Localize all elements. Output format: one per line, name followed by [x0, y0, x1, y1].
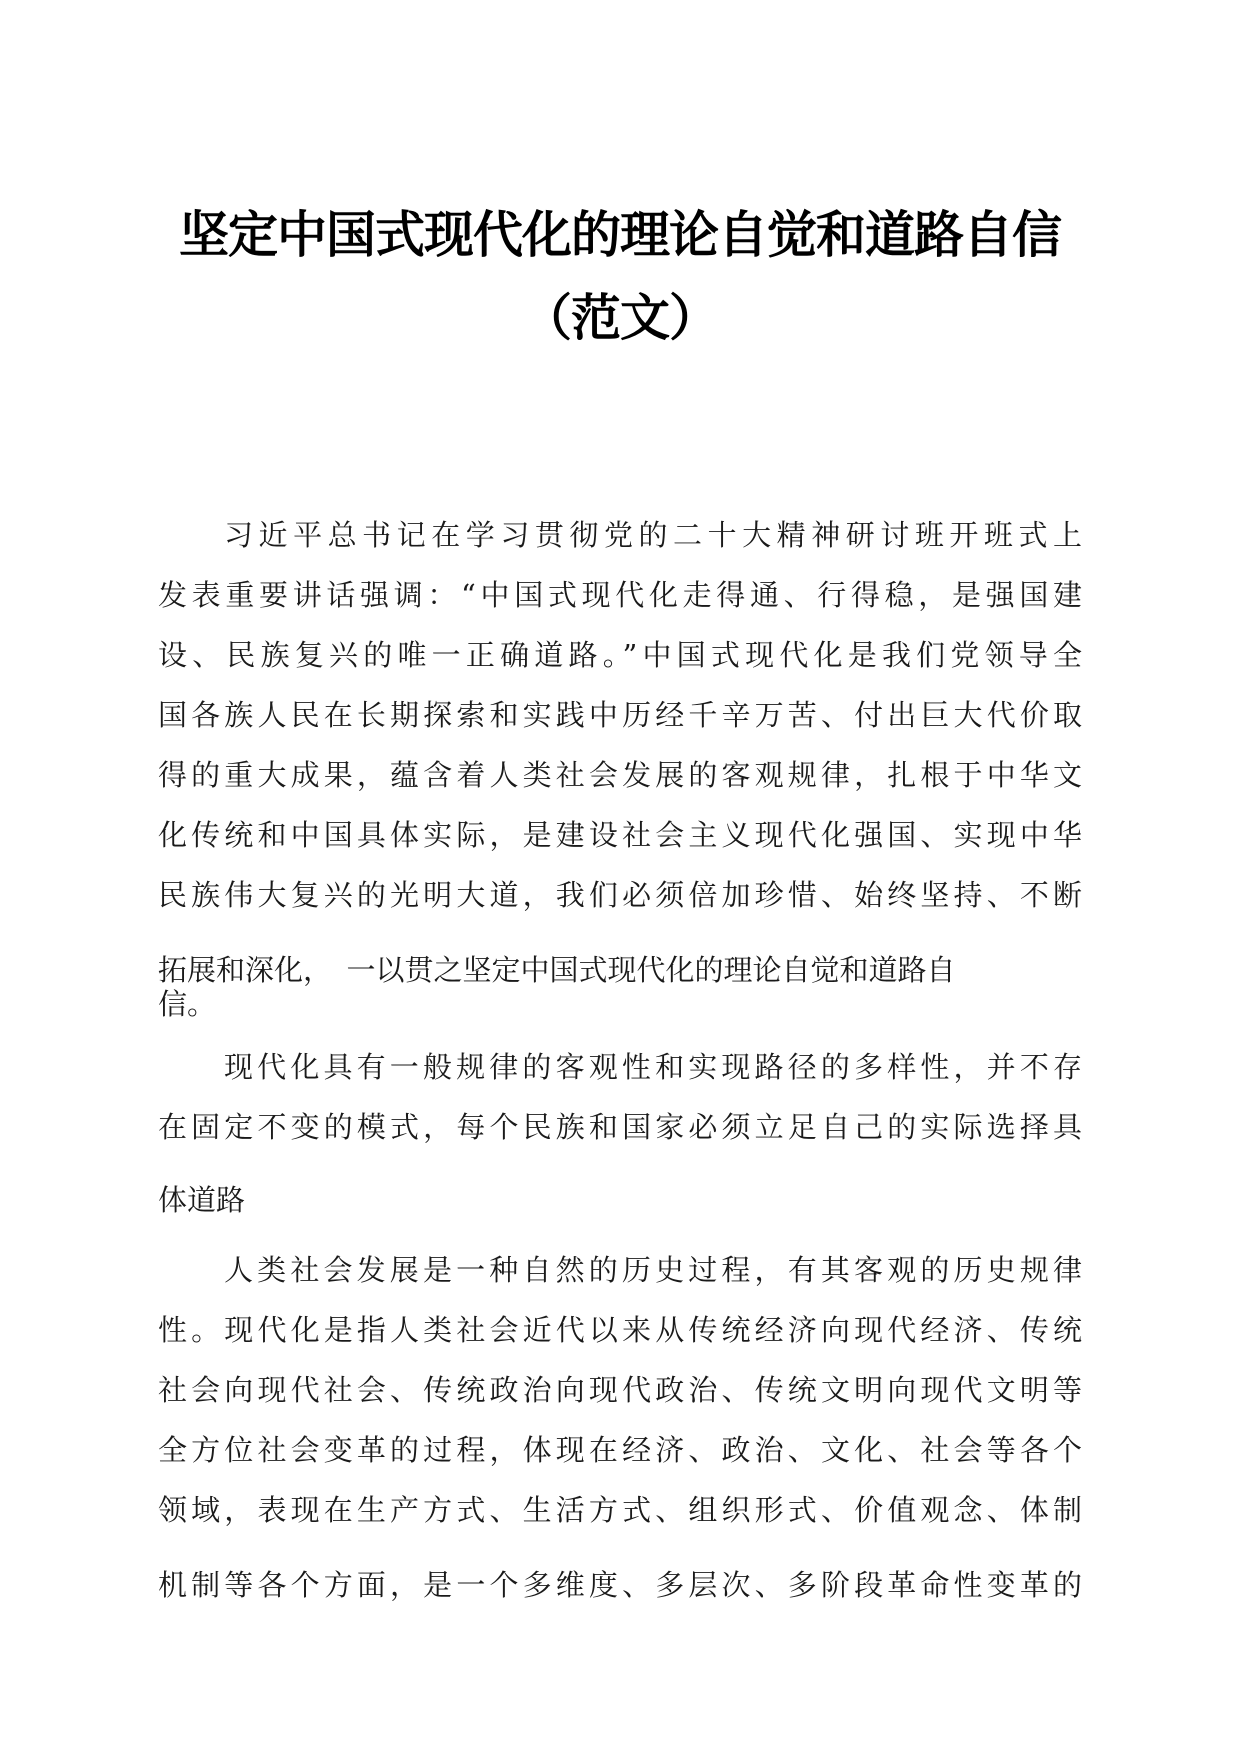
paragraph-line: 得的重大成果，蕴含着人类社会发展的客观规律，扎根于中华文: [158, 758, 1082, 792]
paragraph-line: 现代化具有一般规律的客观性和实现路径的多样性，并不存: [224, 1050, 1082, 1084]
paragraph-line: 社会向现代社会、传统政治向现代政治、传统文明向现代文明等: [158, 1373, 1082, 1407]
paragraph-line: 体道路: [158, 1183, 246, 1217]
paragraph-line: 发表重要讲话强调：“中国式现代化走得通、行得稳，是强国建: [158, 578, 1082, 612]
paragraph-line: 拓展和深化， 一以贯之坚定中国式现代化的理论自觉和道路自: [158, 953, 956, 987]
document-title: 坚定中国式现代化的理论自觉和道路自信: [179, 206, 1061, 264]
paragraph-line: 化传统和中国具体实际，是建设社会主义现代化强国、实现中华: [158, 818, 1082, 852]
paragraph-line: 国各族人民在长期探索和实践中历经千辛万苦、付出巨大代价取: [158, 698, 1082, 732]
paragraph-line: 信。: [158, 987, 217, 1021]
paragraph-line: 性。现代化是指人类社会近代以来从传统经济向现代经济、传统: [158, 1313, 1082, 1347]
paragraph-line: 全方位社会变革的过程，体现在经济、政治、文化、社会等各个: [158, 1433, 1082, 1467]
paragraph-line: 领域，表现在生产方式、生活方式、组织形式、价值观念、体制: [158, 1493, 1082, 1527]
paragraph-line: 机制等各个方面，是一个多维度、多层次、多阶段革命性变革的: [158, 1568, 1082, 1602]
paragraph-line: 人类社会发展是一种自然的历史过程，有其客观的历史规律: [224, 1253, 1082, 1287]
paragraph-line: 习近平总书记在学习贯彻党的二十大精神研讨班开班式上: [224, 518, 1082, 552]
paragraph-line: 在固定不变的模式，每个民族和国家必须立足自己的实际选择具: [158, 1110, 1082, 1144]
paragraph-line: 设、民族复兴的唯一正确道路。”中国式现代化是我们党领导全: [158, 638, 1082, 672]
paragraph-line: 民族伟大复兴的光明大道，我们必须倍加珍惜、始终坚持、不断: [158, 878, 1082, 912]
document-title-suffix: （范文）: [522, 289, 718, 347]
